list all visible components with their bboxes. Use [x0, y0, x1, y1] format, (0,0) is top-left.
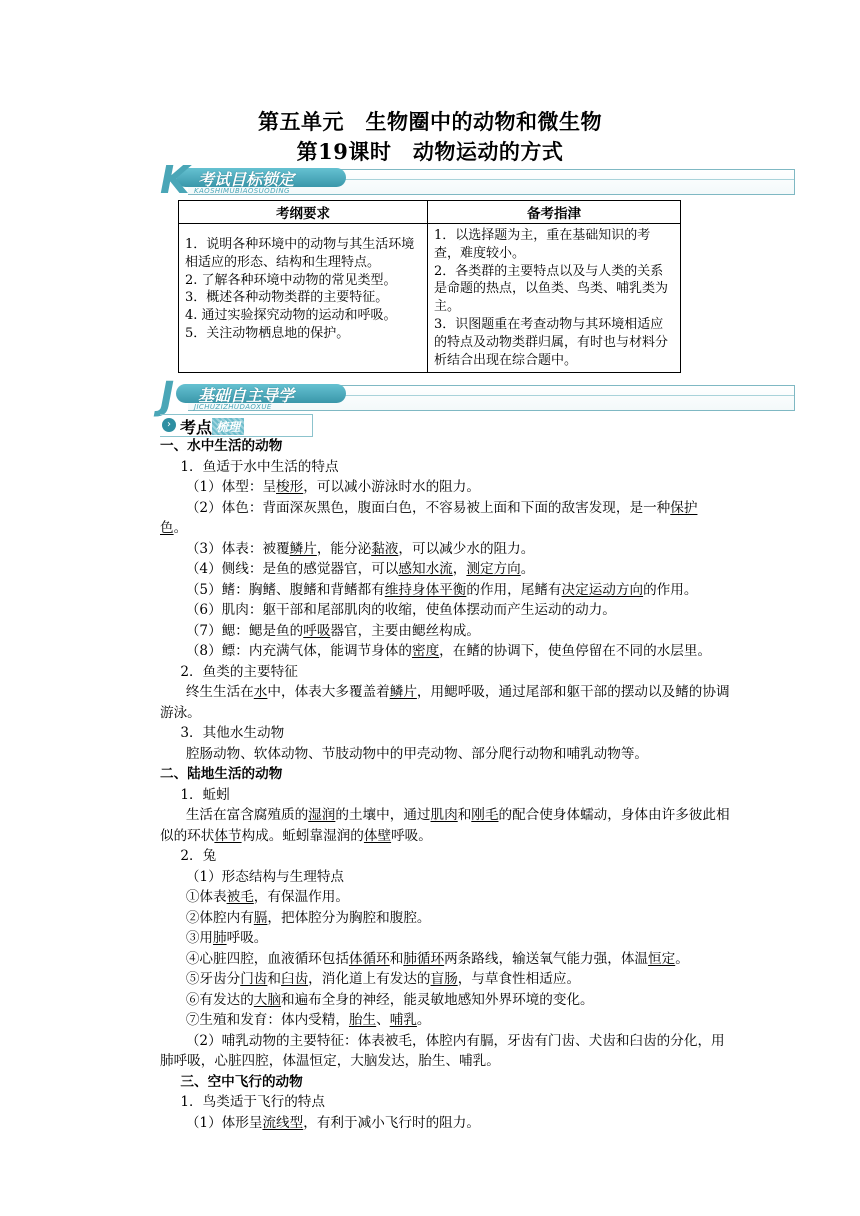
fill-answer: 肺循环 [403, 950, 445, 967]
fill-answer: 肌肉 [430, 807, 458, 823]
point: ⑤牙齿分门齿和臼齿，消化道上有发达的盲肠，与草食性相适应。 [185, 971, 581, 987]
guidance-item: 1．以选择题为主，重在基础知识的考查，难度较小。 [434, 228, 651, 261]
paragraph: 终生生活在水中，体表大多覆盖着鳞片，用鳃呼吸，通过尾部和躯干部的摆动以及鳍的协调游泳。 [160, 684, 730, 721]
point: （4）侧线：是鱼的感觉器官，可以感知水流，测定方向。 [185, 561, 535, 577]
fill-answer: 水 [253, 684, 268, 700]
banner-letter: J [160, 374, 175, 418]
point: （8）鳔：内充满气体，能调节身体的密度，在鳍的协调下，使鱼停留在不同的水层里。 [185, 643, 712, 659]
fill-answer: 恒定 [648, 950, 676, 967]
subheading: 1．蚯蚓 [180, 786, 230, 803]
point: （1）体形呈流线型，有利于减小飞行时的阻力。 [185, 1114, 480, 1131]
point-continuation: 色。 [160, 520, 188, 536]
fill-answer: 色 [160, 520, 174, 536]
chevron-right-icon: › [162, 418, 176, 432]
fill-answer: 体循环 [348, 950, 390, 967]
fill-answer: 膈 [253, 909, 268, 926]
guidance-item: 3．识图题重在考查动物与其环境相适应的特点及动物类群归属，有时也与材料分析结合出现在综合题中。 [434, 316, 669, 368]
fill-answer: 感知水流 [398, 561, 453, 577]
unit-title: 第五单元 生物圈中的动物和微生物 [258, 109, 602, 134]
requirement-item: 2. 了解各种环境中动物的常见类型。 [185, 272, 397, 288]
section-heading: 二、陆地生活的动物 [160, 766, 283, 782]
point: （1）形态结构与生理特点 [185, 868, 345, 885]
point: ⑥有发达的大脑和遍布全身的神经，能灵敏地感知外界环境的变化。 [185, 991, 594, 1008]
point: （7）鳃：鳃是鱼的呼吸器官，主要由鳃丝构成。 [185, 622, 480, 639]
point: ③用肺呼吸。 [185, 930, 268, 946]
subheading: 2．兔 [180, 848, 217, 864]
point: （6）肌肉：躯干部和尾部肌肉的收缩，使鱼体摆动而产生运动的动力。 [185, 602, 616, 618]
fill-answer: 呼吸 [303, 622, 331, 639]
fill-answer: 鳞片 [289, 540, 317, 557]
table-header-requirements: 考纲要求 [179, 201, 428, 224]
fill-answer: 密度 [411, 643, 440, 659]
point: （3）体表：被覆鳞片，能分泌黏液，可以减少水的阻力。 [185, 540, 535, 557]
subheading: 3．其他水生动物 [180, 725, 285, 741]
requirements-cell [179, 224, 428, 373]
requirement-item: 3．概述各种动物类群的主要特征。 [185, 290, 389, 306]
fill-answer: 流线型 [262, 1114, 304, 1131]
subheading: 1．鱼适于水中生活的特点 [180, 458, 339, 475]
point: （1）体型：呈梭形，可以减小游泳时水的阻力。 [185, 479, 480, 495]
fill-answer: 被毛 [226, 889, 254, 905]
fill-answer: 门齿 [240, 971, 268, 987]
fill-answer: 测定方向 [466, 561, 521, 577]
banner-subtext: JICHUZIZHUDAOXUE [194, 403, 272, 411]
point: （5）鳍：胸鳍、腹鳍和背鳍都有维持身体平衡的作用，尾鳍有决定运动方向的作用。 [185, 581, 698, 598]
knowledge-points-tag [160, 414, 313, 437]
fill-answer: 盲肠 [430, 971, 458, 987]
tag-sub: 梳理 [212, 418, 244, 435]
banner-basic-study [160, 374, 795, 418]
requirements-table [178, 200, 681, 373]
paragraph: 腔肠动物、软体动物、节肢动物中的甲壳动物、部分爬行动物和哺乳动物等。 [185, 745, 649, 762]
fill-answer: 体壁 [363, 827, 392, 844]
subheading: 2．鱼类的主要特征 [180, 663, 298, 680]
fill-answer: 决定运动方向 [561, 581, 644, 598]
banner-text: 基础自主导学 [198, 386, 295, 405]
requirement-item: 1．说明各种环境中的动物与其生活环境相适应的形态、结构和生理特点。 [185, 237, 415, 270]
banner-letter: K [160, 158, 190, 202]
content-body [160, 436, 732, 1133]
tag-main: 考点 [180, 418, 213, 437]
fill-answer: 梭形 [276, 479, 304, 495]
fill-answer: 黏液 [371, 540, 399, 557]
fill-answer: 维持身体平衡 [384, 581, 467, 598]
point: ①体表被毛，有保温作用。 [185, 889, 349, 905]
fill-answer: 大脑 [253, 991, 281, 1008]
table-header-guidance: 备考指津 [428, 201, 681, 224]
section-heading: 三、空中飞行的动物 [180, 1073, 303, 1090]
fill-answer: 体节 [214, 827, 242, 844]
guidance-cell [428, 224, 681, 373]
fill-answer: 哺乳 [389, 1012, 417, 1028]
fill-answer: 刚毛 [471, 807, 499, 823]
fill-answer: 湿润 [308, 807, 336, 823]
banner-text: 考试目标锁定 [198, 170, 295, 189]
point: ④心脏四腔，血液循环包括体循环和肺循环两条路线，输送氧气能力强，体温恒定。 [185, 950, 689, 967]
lesson-title: 第19课时 动物运动的方式 [296, 139, 564, 164]
section-heading: 一、水中生活的动物 [160, 438, 283, 454]
guidance-item: 2．各类群的主要特点以及与人类的关系是命题的热点，以鱼类、鸟类、哺乳类为主。 [434, 263, 669, 315]
fill-answer: 胎生 [348, 1012, 377, 1028]
point: （2）体色：背面深灰黑色，腹面白色，不容易被上面和下面的敌害发现，是一种保护 [185, 499, 698, 516]
subheading: 1．鸟类适于飞行的特点 [180, 1094, 325, 1110]
fill-answer: 鳞片 [389, 684, 417, 700]
fill-answer: 臼齿 [280, 971, 309, 987]
point: ⑦生殖和发育：体内受精，胎生、哺乳。 [185, 1012, 431, 1028]
point: ②体腔内有膈，把体腔分为胸腔和腹腔。 [185, 909, 431, 926]
fill-answer: 保护 [670, 499, 698, 516]
requirement-item: 4. 通过实验探究动物的运动和呼吸。 [185, 308, 397, 324]
requirement-item: 5．关注动物栖息地的保护。 [185, 325, 350, 341]
paragraph: （2）哺乳动物的主要特征：体表被毛，体腔内有膈，牙齿有门齿、犬齿和臼齿的分化，用肺呼吸，心脏四腔，体温恒定，大脑发达，胎生、哺乳。 [160, 1032, 725, 1069]
paragraph: 生活在富含腐殖质的湿润的土壤中，通过肌肉和刚毛的配合使身体蠕动，身体由许多彼此相似的环状体节构成。蚯蚓靠湿润的体壁呼吸。 [160, 807, 730, 844]
banner-exam-goals [160, 158, 795, 202]
banner-subtext: KAOSHIMUBIAOSUODING [194, 187, 290, 195]
fill-answer: 肺 [213, 930, 227, 946]
